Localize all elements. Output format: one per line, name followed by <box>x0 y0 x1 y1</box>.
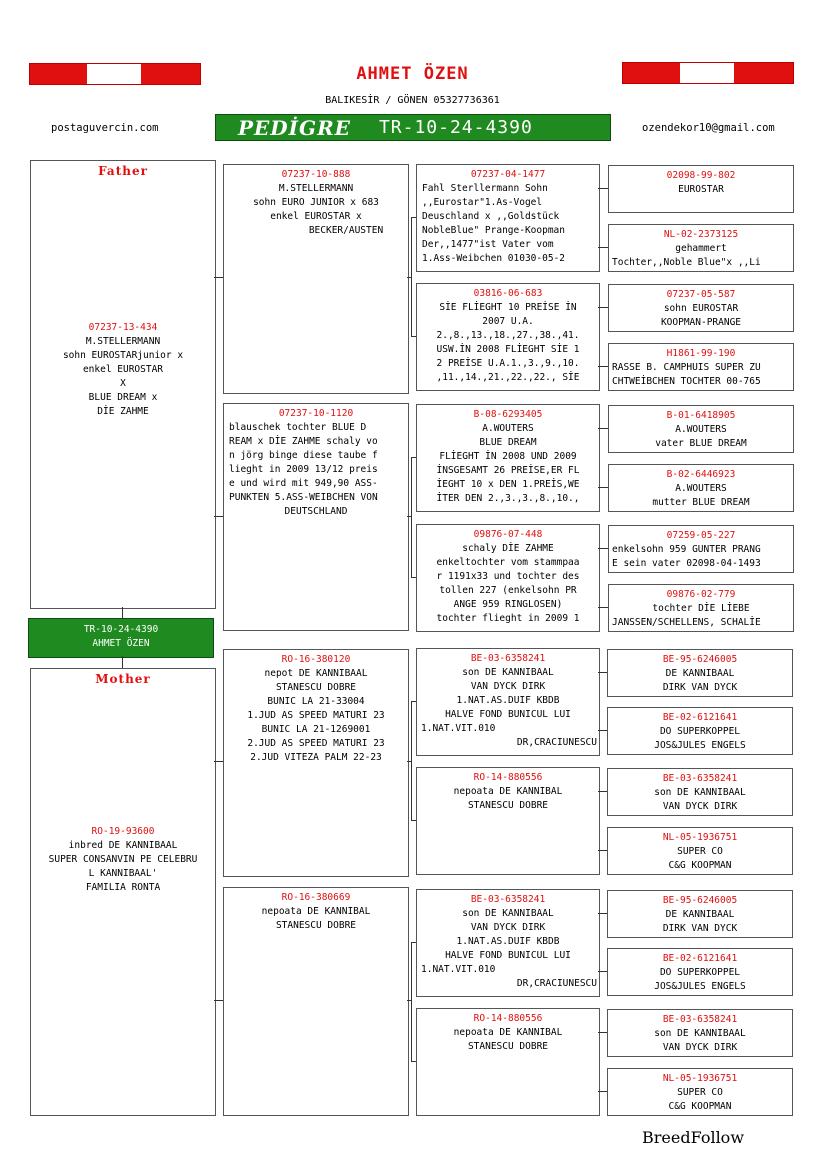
gen3-line: 2.,8.,13.,18.,27.,38.,41. <box>436 330 580 341</box>
gen3-line: Deuschland x ,,Goldstück <box>422 211 560 222</box>
gen3-line: 1.NAT.AS.DUIF KBDB <box>456 695 560 706</box>
gen4-line: DO SUPERKOPPEL <box>659 726 741 737</box>
website[interactable]: postaguvercin.com <box>51 122 159 134</box>
gen4-box-13[interactable] <box>607 890 793 938</box>
gen4-line: vater BLUE DREAM <box>655 438 747 449</box>
gen3-ring: 09876-07-448 <box>473 529 543 540</box>
gen4-ring: H1861-99-190 <box>666 348 736 359</box>
gen4-box-16[interactable] <box>607 1068 793 1116</box>
gen3-line: ,11.,14.,21.,22.,22., SİE <box>436 372 580 383</box>
gen3-line: Fahl Sterllermann Sohn <box>422 183 548 194</box>
gen3-box-7[interactable] <box>416 889 600 997</box>
gen3-ring: 07237-04-1477 <box>470 169 546 180</box>
gen2-ring: 07237-10-888 <box>281 169 351 180</box>
father-line: sohn EUROSTARjunior x <box>62 350 184 361</box>
gen4-ring: BE-03-6358241 <box>662 773 738 784</box>
gen2-ring: RO-16-380120 <box>281 654 351 665</box>
gen2-line: 2.JUD VITEZA PALM 22-23 <box>250 752 382 763</box>
father-line: X <box>120 378 126 389</box>
connector <box>598 307 608 308</box>
connector <box>411 942 416 943</box>
gen3-line: BLUE DREAM <box>479 437 537 448</box>
connector <box>598 487 608 488</box>
gen4-box-14[interactable] <box>607 948 793 996</box>
gen4-ring: BE-95-6246005 <box>662 895 738 906</box>
mother-line: inbred DE KANNIBAAL <box>68 840 178 851</box>
gen3-line: nepoata DE KANNIBAL <box>453 1027 563 1038</box>
gen4-box-10[interactable] <box>607 707 793 755</box>
gen4-line: EUROSTAR <box>678 184 724 195</box>
gen3-line: İEGHT 10 x DEN 1.PREİS,WE <box>436 479 580 490</box>
gen3-ring: BE-03-6358241 <box>470 653 546 664</box>
gen3-line: DR,CRACIUNESCU <box>516 737 597 748</box>
connector <box>411 701 412 820</box>
gen4-ring: NL-05-1936751 <box>662 1073 738 1084</box>
gen2-mf-box[interactable] <box>223 649 409 877</box>
gen4-ring: BE-95-6246005 <box>662 654 738 665</box>
connector <box>411 577 416 578</box>
gen2-line: nepot DE KANNIBAAL <box>264 668 368 679</box>
gen4-ring: BE-03-6358241 <box>662 1014 738 1025</box>
connector <box>122 607 123 618</box>
gen4-line: JANSSEN/SCHELLENS, SCHALİE <box>612 617 761 628</box>
gen2-line: 1.JUD AS SPEED MATURI 23 <box>247 710 385 721</box>
connector <box>122 656 123 668</box>
gen3-box-1[interactable] <box>416 164 600 272</box>
gen4-line: RASSE B. CAMPHUIS SUPER ZU <box>612 362 761 373</box>
father-ring: 07237-13-434 <box>88 322 158 333</box>
gen4-line: DIRK VAN DYCK <box>662 682 738 693</box>
connector <box>411 820 416 821</box>
gen2-line: BECKER/AUSTEN <box>308 225 384 236</box>
gen2-fm-box[interactable] <box>223 403 409 631</box>
father-line: DİE ZAHME <box>97 406 149 417</box>
connector <box>598 188 608 189</box>
gen2-line: M.STELLERMANN <box>278 183 354 194</box>
gen4-line: C&G KOOPMAN <box>668 1101 732 1112</box>
gen4-line: DE KANNIBAAL <box>665 909 735 920</box>
gen3-line: enkeltochter vom stammpaa <box>436 557 580 568</box>
gen2-line: lieght in 2009 13/12 preis <box>229 464 378 475</box>
gen4-line: CHTWEİBCHEN TOCHTER 00-765 <box>612 376 761 387</box>
owner-name: AHMET ÖZEN <box>356 64 469 84</box>
connector <box>411 701 416 702</box>
gen4-ring: B-02-6446923 <box>666 469 736 480</box>
gen2-line: STANESCU DOBRE <box>275 682 357 693</box>
gen4-box-9[interactable] <box>607 649 793 697</box>
gen3-box-3[interactable] <box>416 404 600 512</box>
pedigree-ring: TR-10-24-4390 <box>378 117 533 138</box>
gen2-line: REAM x DİE ZAHME schaly vo <box>229 436 378 447</box>
gen4-line: Tochter,,Noble Blue"x ,,Li <box>612 257 761 268</box>
gen4-ring: NL-02-2373125 <box>663 229 739 240</box>
gen3-line: A.WOUTERS <box>482 423 534 434</box>
gen4-ring: 02098-99-802 <box>666 170 736 181</box>
father-heading: Father <box>98 164 148 178</box>
gen4-line: enkelsohn 959 GUNTER PRANG <box>612 544 761 555</box>
mother-line: L KANNIBAAL' <box>88 868 158 879</box>
gen3-line: VAN DYCK DIRK <box>470 922 546 933</box>
connector <box>214 761 223 762</box>
gen3-ring: 03816-06-683 <box>473 288 543 299</box>
gen4-line: E sein vater 02098-04-1493 <box>612 558 761 569</box>
gen4-line: gehammert <box>675 243 727 254</box>
gen3-line: nepoata DE KANNIBAL <box>453 786 563 797</box>
gen3-ring: B-08-6293405 <box>473 409 543 420</box>
gen2-line: sohn EURO JUNIOR x 683 <box>253 197 379 208</box>
gen3-line: VAN DYCK DIRK <box>470 681 546 692</box>
gen3-line: FLİEGHT İN 2008 UND 2009 <box>439 451 577 462</box>
gen2-ring: RO-16-380669 <box>281 892 351 903</box>
connector <box>411 457 416 458</box>
mother-ring: RO-19-93600 <box>91 826 155 837</box>
connector <box>411 942 412 1061</box>
gen2-line: BUNIC LA 21-1269001 <box>261 724 371 735</box>
email[interactable]: ozendekor10@gmail.com <box>642 122 775 134</box>
gen4-box-11[interactable] <box>607 768 793 816</box>
subject-ring: TR-10-24-4390 <box>83 624 159 635</box>
mother-line: SUPER CONSANVIN PE CELEBRU <box>48 854 198 865</box>
location-phone: BALIKESİR / GÖNEN 05327736361 <box>325 95 500 106</box>
subject-owner: AHMET ÖZEN <box>92 638 150 649</box>
father-box[interactable] <box>30 160 216 609</box>
gen4-line: DE KANNIBAAL <box>665 668 735 679</box>
gen3-line: 2 PREİSE U.A.1.,3.,9.,10. <box>436 358 580 369</box>
gen4-line: sohn EUROSTAR <box>663 303 739 314</box>
connector <box>214 1000 223 1001</box>
gen3-line: r 1191x33 und tochter des <box>436 571 580 582</box>
gen3-ring: RO-14-880556 <box>473 772 543 783</box>
connector <box>411 457 412 577</box>
gen3-line: Der,,1477"ist Vater vom <box>422 239 554 250</box>
gen3-line: İTER DEN 2.,3.,3.,8.,10., <box>436 493 580 504</box>
connector <box>411 1061 416 1062</box>
gen4-ring: 07237-05-587 <box>666 289 736 300</box>
gen4-line: SUPER CO <box>677 846 723 857</box>
gen3-line: HALVE FOND BUNICUL LUI <box>445 709 571 720</box>
connector <box>598 366 608 367</box>
mother-line: FAMILIA RONTA <box>85 882 161 893</box>
gen4-ring: BE-02-6121641 <box>662 953 738 964</box>
gen4-box-2[interactable] <box>608 224 794 272</box>
gen2-line: blauschek tochter BLUE D <box>229 422 367 433</box>
gen4-box-1[interactable] <box>608 165 794 213</box>
gen4-box-7[interactable] <box>608 525 794 573</box>
gen4-box-3[interactable] <box>608 284 794 332</box>
gen4-line: VAN DYCK DIRK <box>662 801 738 812</box>
gen3-line: schaly DİE ZAHME <box>462 543 554 554</box>
gen3-line: 1.Ass-Weibchen 01030-05-2 <box>422 253 565 264</box>
gen4-line: VAN DYCK DIRK <box>662 1042 738 1053</box>
gen2-line: n jörg binge diese taube f <box>229 450 378 461</box>
connector <box>598 247 608 248</box>
connector <box>598 672 607 673</box>
gen3-line: ,,Eurostar"1.As-Vogel <box>422 197 543 208</box>
gen3-line: tochter flieght in 2009 1 <box>436 613 580 624</box>
gen4-line: SUPER CO <box>677 1087 723 1098</box>
gen3-line: son DE KANNIBAAL <box>462 667 554 678</box>
gen4-ring: B-01-6418905 <box>666 410 736 421</box>
gen4-box-4[interactable] <box>608 343 794 391</box>
gen3-line: DR,CRACIUNESCU <box>516 978 597 989</box>
gen3-box-8[interactable] <box>416 1008 600 1116</box>
gen2-line: e und wird mit 949,90 ASS- <box>229 478 378 489</box>
gen3-line: STANESCU DOBRE <box>467 800 549 811</box>
gen3-line: STANESCU DOBRE <box>467 1041 549 1052</box>
connector <box>598 1032 607 1033</box>
gen3-box-4[interactable] <box>416 524 600 632</box>
gen4-ring: 07259-05-227 <box>666 530 736 541</box>
mother-heading: Mother <box>95 672 151 686</box>
gen2-ring: 07237-10-1120 <box>278 408 354 419</box>
gen4-line: KOOPMAN-PRANGE <box>660 317 742 328</box>
gen3-line: 2007 U.A. <box>482 316 534 327</box>
gen2-line: nepoata DE KANNIBAL <box>261 906 371 917</box>
gen3-line: tollen 227 (enkelsohn PR <box>439 585 577 596</box>
gen4-box-15[interactable] <box>607 1009 793 1057</box>
connector <box>598 1091 607 1092</box>
gen2-line: DEUTSCHLAND <box>284 506 348 517</box>
gen3-box-6[interactable] <box>416 767 600 875</box>
gen2-line: BUNIC LA 21-33004 <box>267 696 365 707</box>
gen3-line: 1.NAT.VIT.010 <box>421 723 496 734</box>
gen4-line: C&G KOOPMAN <box>668 860 732 871</box>
gen2-line: PUNKTEN 5.ASS-WEIBCHEN VON <box>229 492 378 503</box>
gen3-line: 1.NAT.VIT.010 <box>421 964 496 975</box>
gen2-line: enkel EUROSTAR x <box>270 211 362 222</box>
gen3-ring: BE-03-6358241 <box>470 894 546 905</box>
gen3-line: son DE KANNIBAAL <box>462 908 554 919</box>
pedigree-word: PEDİGRE <box>238 115 351 140</box>
gen3-box-2[interactable] <box>416 283 600 391</box>
brand-logo: BreedFollow <box>642 1128 745 1147</box>
connector <box>598 607 608 608</box>
gen4-box-8[interactable] <box>608 584 794 632</box>
gen4-line: JOS&JULES ENGELS <box>654 740 746 751</box>
gen3-line: NobleBlue" Prange-Koopman <box>422 225 565 236</box>
gen4-ring: BE-02-6121641 <box>662 712 738 723</box>
subject-box[interactable] <box>28 618 214 658</box>
gen4-line: DIRK VAN DYCK <box>662 923 738 934</box>
connector <box>598 791 607 792</box>
gen3-ring: RO-14-880556 <box>473 1013 543 1024</box>
connector <box>411 217 416 218</box>
father-line: M.STELLERMANN <box>85 336 161 347</box>
gen4-line: tochter DİE LİEBE <box>652 603 750 614</box>
gen2-mm-box[interactable] <box>223 887 409 1116</box>
gen4-box-12[interactable] <box>607 827 793 875</box>
connector <box>598 428 608 429</box>
gen3-line: USW.İN 2008 FLİEGHT SİE 1 <box>436 344 580 355</box>
gen4-line: DO SUPERKOPPEL <box>659 967 741 978</box>
connector <box>411 217 412 336</box>
gen4-box-5[interactable] <box>608 405 794 453</box>
connector <box>598 913 607 914</box>
gen2-ff-box[interactable] <box>223 164 409 394</box>
connector <box>214 277 223 278</box>
gen4-box-6[interactable] <box>608 464 794 512</box>
mother-box[interactable] <box>30 668 216 1116</box>
connector <box>598 548 608 549</box>
gen2-line: STANESCU DOBRE <box>275 920 357 931</box>
connector <box>214 516 223 517</box>
connector <box>411 336 416 337</box>
gen4-ring: 09876-02-779 <box>666 589 736 600</box>
gen3-line: ANGE 959 RINGLOSEN) <box>453 599 563 610</box>
gen4-line: JOS&JULES ENGELS <box>654 981 746 992</box>
gen3-box-5[interactable] <box>416 648 600 756</box>
gen4-line: A.WOUTERS <box>675 483 727 494</box>
connector <box>598 730 607 731</box>
father-line: enkel EUROSTAR <box>82 364 164 375</box>
gen3-line: SİE FLİEGHT 10 PREİSE İN <box>439 302 577 313</box>
pedigree-banner <box>215 114 611 141</box>
gen4-line: son DE KANNIBAAL <box>654 1028 746 1039</box>
gen3-line: İNSGESAMT 26 PREİSE,ER FL <box>436 465 580 476</box>
gen4-line: A.WOUTERS <box>675 424 727 435</box>
father-line: BLUE DREAM x <box>88 392 158 403</box>
gen3-line: 1.NAT.AS.DUIF KBDB <box>456 936 560 947</box>
gen4-line: mutter BLUE DREAM <box>652 497 750 508</box>
connector <box>598 971 607 972</box>
gen3-line: HALVE FOND BUNICUL LUI <box>445 950 571 961</box>
gen4-ring: NL-05-1936751 <box>662 832 738 843</box>
connector <box>598 850 607 851</box>
gen2-line: 2.JUD AS SPEED MATURI 23 <box>247 738 385 749</box>
gen4-line: son DE KANNIBAAL <box>654 787 746 798</box>
